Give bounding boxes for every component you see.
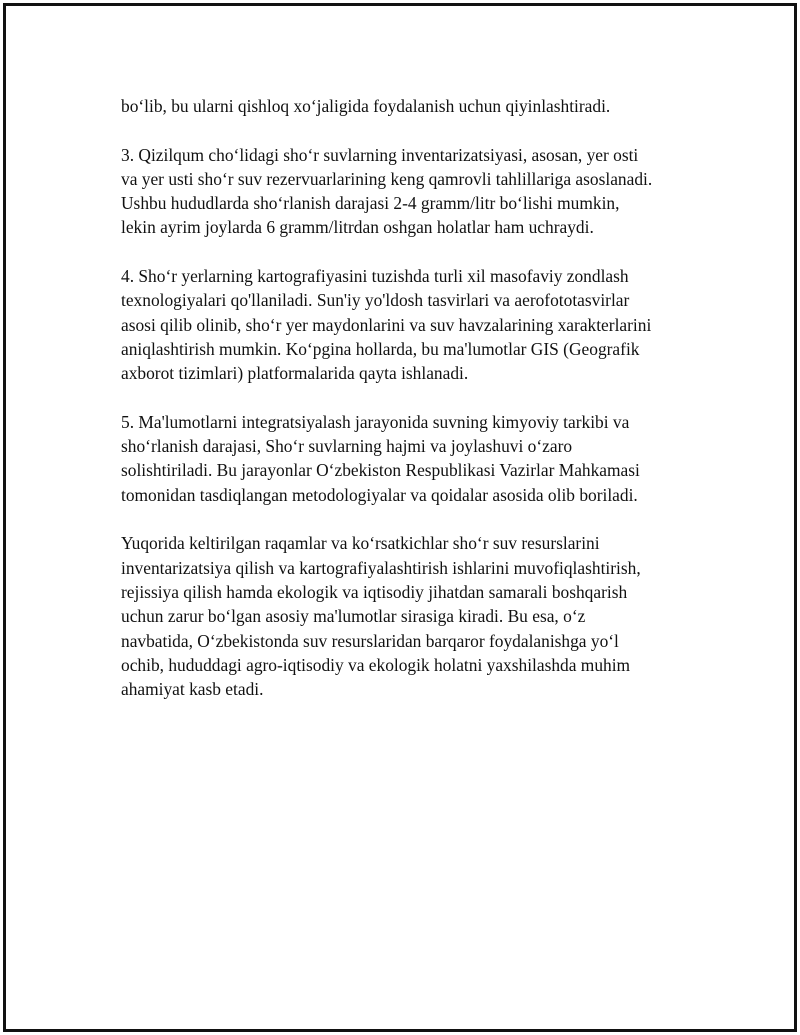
text-line: aniqlashtirish mumkin. Ko‘pgina hollarda, bu ma'lumotlar GIS (Geografik — [121, 338, 640, 359]
text-line: uchun zarur bo‘lgan asosiy ma'lumotlar sirasiga kiradi. Bu esa, o‘z — [121, 606, 586, 627]
paragraph-3 — [121, 143, 701, 240]
text-line: rejissiya qilish hamda ekologik va iqtisodiy jihatdan samarali boshqarish — [121, 581, 628, 602]
text-line: solishtiriladi. Bu jarayonlar O‘zbekiston Respublikasi Vazirlar Mahkamasi — [121, 460, 640, 481]
page-border — [3, 3, 797, 1032]
paragraph-4 — [121, 264, 701, 385]
text-line: sho‘rlanish darajasi, Sho‘r suvlarning hajmi va joylashuvi o‘zaro — [121, 436, 573, 457]
text-line: asosi qilib olinib, sho‘r yer maydonlarini va suv havzalarining xarakterlarini — [121, 314, 652, 335]
text-line: va yer usti sho‘r suv rezervuarlarining keng qamrovli tahlillariga asoslanadi. — [121, 168, 653, 189]
text-line: 4. Sho‘r yerlarning kartografiyasini tuzishda turli xil masofaviy zondlash — [121, 266, 629, 287]
paragraph-continuation — [121, 94, 701, 118]
text-line: Yuqorida keltirilgan raqamlar va ko‘rsatkichlar sho‘r suv resurslarini — [121, 533, 600, 554]
text-line: bo‘lib, bu ularni qishloq xo‘jaligida foydalanish uchun qiyinlashtiradi. — [121, 96, 611, 116]
text-line: navbatida, O‘zbekistonda suv resurslaridan barqaror foydalanishga yo‘l — [121, 630, 619, 651]
text-line: axborot tizimlari) platformalarida qayta ishlanadi. — [121, 363, 469, 384]
text-line: tomonidan tasdiqlangan metodologiyalar va qoidalar asosida olib boriladi. — [121, 484, 638, 505]
paragraph-conclusion — [121, 531, 701, 701]
text-line: inventarizatsiya qilish va kartografiyalashtirish ishlarini muvofiqlashtirish, — [121, 557, 641, 578]
text-line: ochib, hududdagi agro-iqtisodiy va ekologik holatni yaxshilashda muhim — [121, 654, 631, 675]
text-line: texnologiyalari qo'llaniladi. Sun'iy yo'ldosh tasvirlari va aerofototasvirlar — [121, 290, 630, 311]
text-line: 5. Ma'lumotlarni integratsiyalash jarayonida suvning kimyoviy tarkibi va — [121, 411, 630, 432]
text-line: 3. Qizilqum cho‘lidagi sho‘r suvlarning inventarizatsiyasi, asosan, yer osti — [121, 144, 639, 165]
text-line: ahamiyat kasb etadi. — [121, 679, 264, 700]
text-line: lekin ayrim joylarda 6 gramm/litrdan oshgan holatlar ham uchraydi. — [121, 217, 594, 238]
text-line: Ushbu hududlarda sho‘rlanish darajasi 2-4 gramm/litr bo‘lishi mumkin, — [121, 193, 620, 214]
paragraph-5 — [121, 410, 701, 507]
document-body — [121, 94, 701, 726]
